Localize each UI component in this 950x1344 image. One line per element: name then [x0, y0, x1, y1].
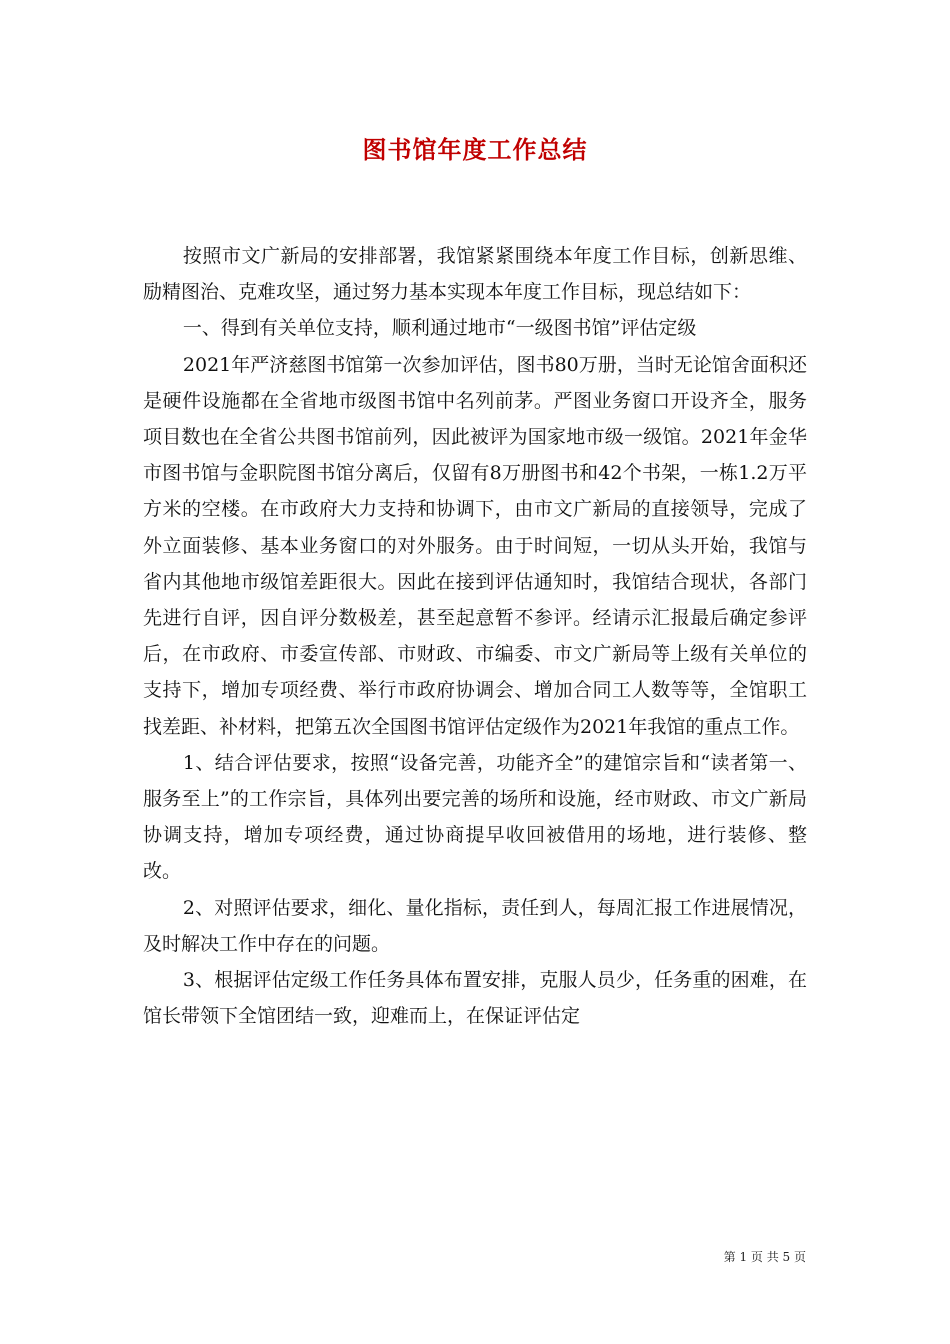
- document-body: [143, 238, 807, 1034]
- paragraph-background: 2021年严济慈图书馆第一次参加评估，图书80万册，当时无论馆舍面积还是硬件设施都在全省地市级图书馆中名列前茅。严图业务窗口开设齐全，服务项目数也在全省公共图书馆前列，因此被评为国家地市级一级馆。2021年金华市图书馆与金职院图书馆分离后，仅留有8万册图书和42个书架，一栋1.2万平方米的空楼。在市政府大力支持和协调下，由市文广新局的直接领导，完成了外立面装修、基本业务窗口的对外服务。由于时间短，一切从头开始，我馆与省内其他地市级馆差距很大。因此在接到评估通知时，我馆结合现状，各部门先进行自评，因自评分数极差，甚至起意暂不参评。经请示汇报最后确定参评后，在市政府、市委宣传部、市财政、市编委、市文广新局等上级有关单位的支持下，增加专项经费、举行市政府协调会、增加合同工人数等等，全馆职工找差距、补材料，把第五次全国图书馆评估定级作为2021年我馆的重点工作。: [143, 353, 807, 738]
- section-heading-1: 一、得到有关单位支持，顺利通过地市“一级图书馆”评估定级: [182, 317, 697, 340]
- list-item-2: 2、对照评估要求，细化、量化指标，责任到人，每周汇报工作进展情况，及时解决工作中存在的问题。: [143, 896, 807, 955]
- page-number: 第 1 页 共 5 页: [723, 1250, 806, 1264]
- list-item-3: 3、根据评估定级工作任务具体布置安排，克服人员少，任务重的困难，在馆长带领下全馆团结一致，迎难而上，在保证评估定: [143, 969, 807, 1028]
- list-item-1: 1、结合评估要求，按照“设备完善，功能齐全”的建馆宗旨和“读者第一、服务至上”的工作宗旨，具体列出要完善的场所和设施，经市财政、市文广新局协调支持，增加专项经费，通过协商提早收回被借用的场地，进行装修、整改。: [143, 751, 807, 883]
- document-title: 图书馆年度工作总结: [362, 135, 588, 164]
- paragraph-intro: 按照市文广新局的安排部署，我馆紧紧围绕本年度工作目标，创新思维、励精图治、克难攻坚，通过努力基本实现本年度工作目标，现总结如下：: [143, 245, 807, 304]
